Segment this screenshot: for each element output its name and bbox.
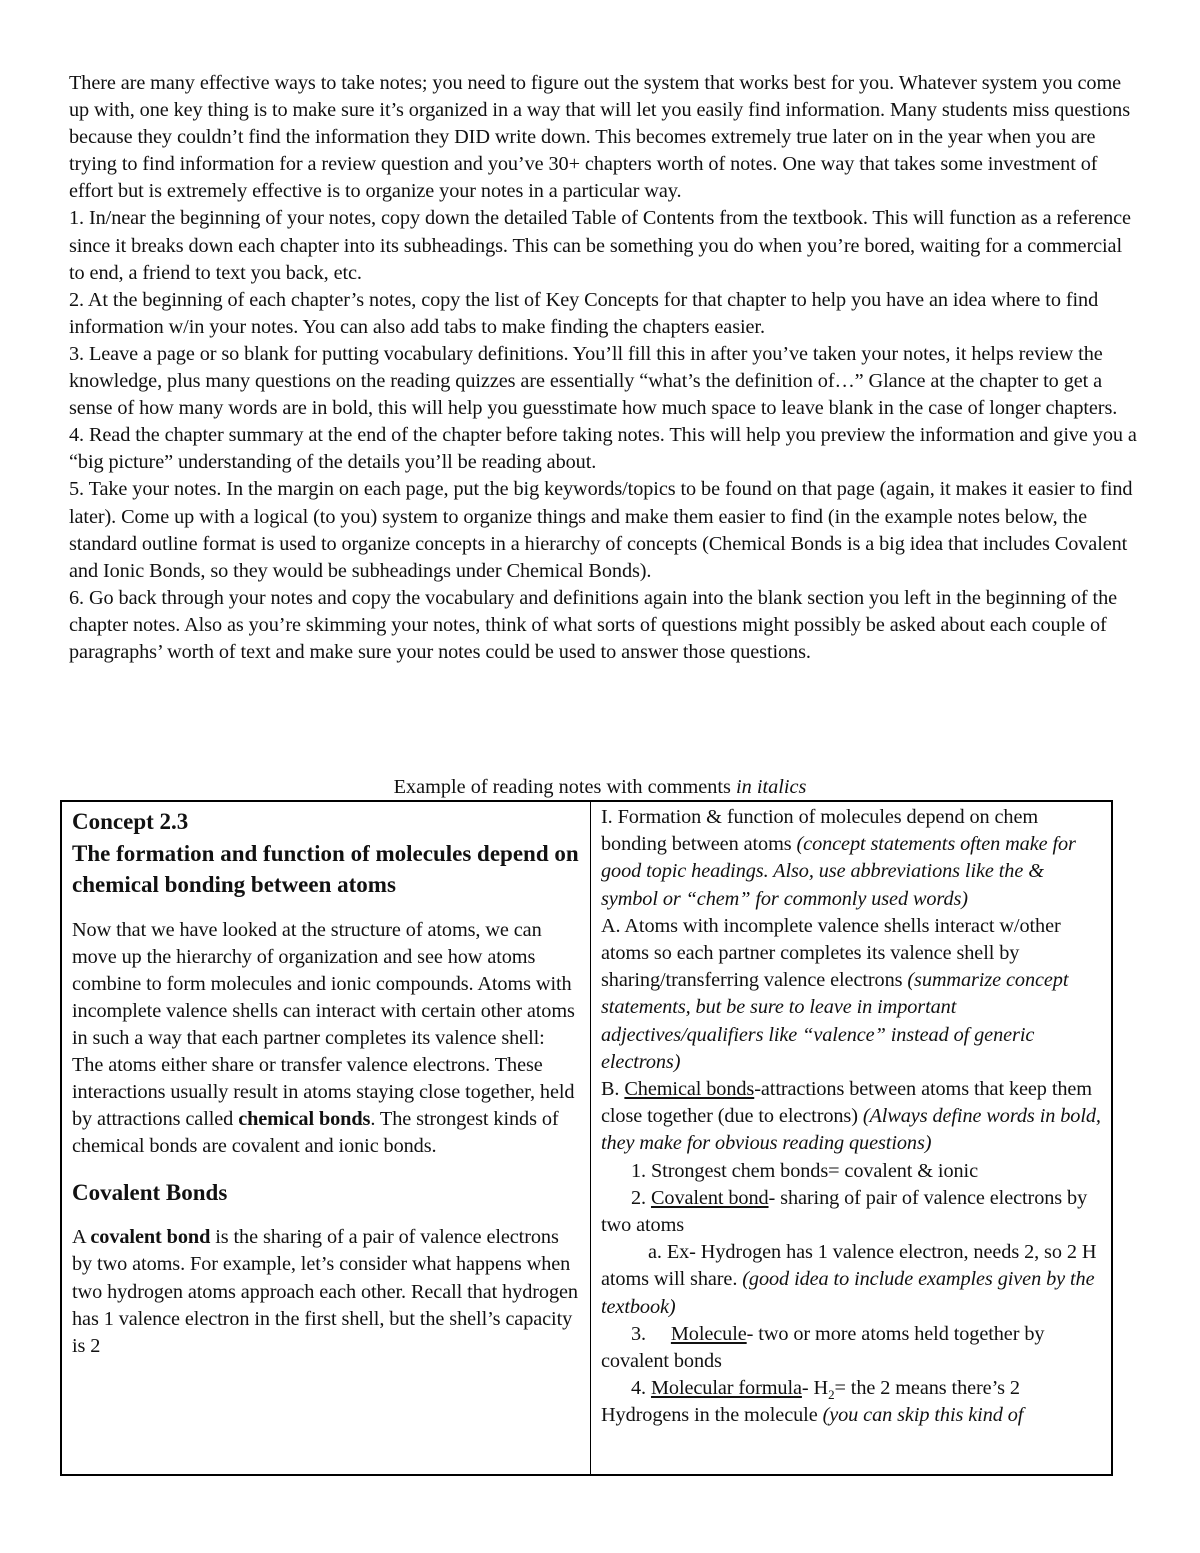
table-caption: Example of reading notes with comments in italics: [393, 776, 807, 798]
step-4: 4. Read the chapter summary at the end of the chapter before taking notes. This will help you preview the information and give you a “big picture” understanding of the details you’ll be reading about.: [69, 424, 1137, 474]
step-2: 2. At the beginning of each chapter’s notes, copy the list of Key Concepts for that chapter to help you have an idea where to find information w/in your notes. You can also add tabs to make finding the chapters easier.: [69, 288, 1099, 338]
step-5: 5. Take your notes. In the margin on each page, put the big keywords/topics to be found on that page (again, it makes it easier to find later). Come up with a logical (to you) system to organize things and make them easier to find (in the example notes below, the standard outline format is used to organize concepts in a hierarchy of concepts (Chemical Bonds is a big idea that includes Covalent and Ionic Bonds, so they would be subheadings under Chemical Bonds).: [69, 478, 1133, 582]
chemical-bonds-term: chemical bonds: [238, 1108, 371, 1131]
outline-item-4: 4. Molecular formula- $H_2=$ the 2 means there’s 2 Hydrogens in the molecule (you can skip this kind of: [601, 1377, 1024, 1427]
concept-heading: [72, 806, 580, 901]
student-notes-column: [591, 802, 1111, 1474]
notes-example-table: [60, 800, 1113, 1476]
outline-item-3: 3. Molecule- two or more atoms held together by covalent bonds: [601, 1322, 1045, 1373]
covalent-bond-term: covalent bond: [90, 1226, 211, 1249]
outline-item-B: B. Chemical bonds-attractions between atoms that keep them close together (due to electrons) (Always define words in bold, they make for obvious reading questions): [601, 1078, 1101, 1155]
outline-item-I: I. Formation & function of molecules depend on chem bonding between atoms (concept statements often make for good topic headings. Also, use abbreviations like the & symbol or “chem” for commonly used words): [601, 806, 1076, 910]
concept-title: The formation and function of molecules depend on chemical bonding between atoms: [72, 840, 579, 897]
intro-paragraph: There are many effective ways to take notes; you need to figure out the system that works best for you. Whatever system you come up with, one key thing is to make sure it’s organized in a way that will let you easily find information. Many students miss questions because they couldn’t find the information they DID write down. This becomes extremely true later on in the year when you are trying to find information for a review question and you’ve 30+ chapters worth of notes. One way that takes some investment of effort but is extremely effective is to organize your notes in a particular way.: [69, 72, 1130, 203]
excerpt-paragraph-2: A covalent bond is the sharing of a pair of valence electrons by two atoms. For example, let’s consider what happens when two hydrogen atoms approach each other. Recall that hydrogen has 1 valence electron in the first shell, but the shell’s capacity is 2: [72, 1226, 578, 1357]
outline-item-2: 2. Covalent bond- sharing of pair of valence electrons by two atoms: [601, 1186, 1088, 1237]
step-6: 6. Go back through your notes and copy the vocabulary and definitions again into the blank section you left in the beginning of the chapter notes. Also as you’re skimming your notes, think of what sorts of questions might possibly be asked about each couple of paragraphs’ worth of text and make sure your notes could be used to answer those questions.: [69, 586, 1118, 663]
textbook-excerpt-column: [62, 802, 591, 1474]
excerpt-paragraph-1: Now that we have looked at the structure of atoms, we can move up the hierarchy of organization and see how atoms combine to form molecules and ionic compounds. Atoms with incomplete valence shells can interact with certain other atoms in such a way that each partner completes its valence shell: The atoms either share or transfer valence electrons. These interactions usually result in atoms staying close together, held by attractions called chemical bonds. The strongest kinds of chemical bonds are covalent and ionic bonds.: [72, 918, 575, 1158]
intro-section: [69, 70, 1141, 666]
concept-label: Concept 2.3: [72, 809, 189, 834]
covalent-bonds-heading: Covalent Bonds: [72, 1180, 228, 1206]
step-1: 1. In/near the beginning of your notes, copy down the detailed Table of Contents from the textbook. This will function as a reference since it breaks down each chapter into its subheadings. This can be something you do when you’re bored, waiting for a commercial to end, a friend to text you back, etc.: [69, 207, 1131, 284]
outline-item-A: A. Atoms with incomplete valence shells interact w/other atoms so each partner completes its valence shell by sharing/transferring valence electrons (summarize concept statements, but be sure to leave in important adjectives/qualifiers like “valence” instead of generic electrons): [601, 914, 1069, 1073]
step-3: 3. Leave a page or so blank for putting vocabulary definitions. You’ll fill this in after you’ve taken your notes, it helps review the knowledge, plus many questions on the reading quizzes are essentially “what’s the definition of…” Glance at the chapter to get a sense of how many words are in bold, this will help you guesstimate how much space to leave blank in the case of longer chapters.: [69, 342, 1118, 420]
outline-item-1: 1. Strongest chem bonds= covalent & ionic: [631, 1159, 978, 1182]
outline-item-2a: a. Ex- Hydrogen has 1 valence electron, needs 2, so 2 H atoms will share. (good idea to include examples given by the textbook): [601, 1241, 1097, 1318]
